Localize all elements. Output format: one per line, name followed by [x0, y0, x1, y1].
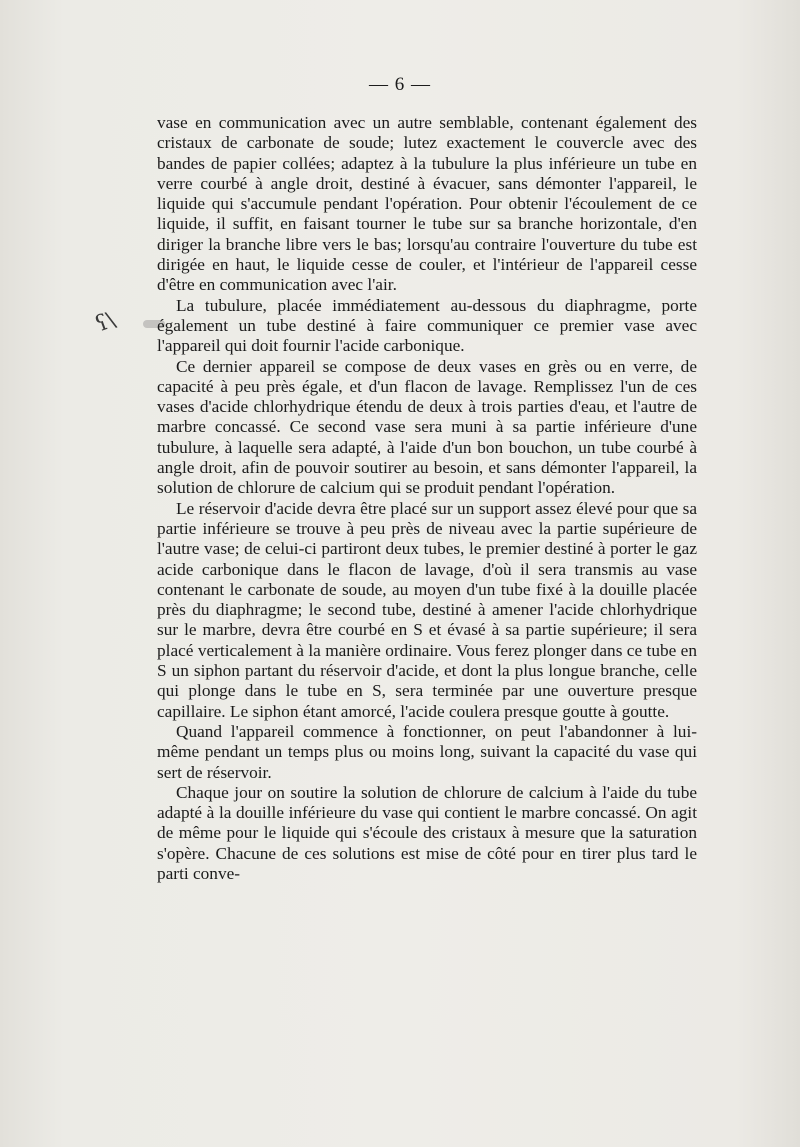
paragraph: Quand l'appareil commence à fonctionner, on peut l'abandonner à lui-même pendant un temps plus ou moins long, suivant la capacité du vase qui sert de réservoir. [157, 721, 697, 782]
page-number: — 6 — [369, 74, 431, 95]
paragraph: Chaque jour on soutire la solution de chlorure de calcium à l'aide du tube adapté à la douille inférieure du vase qui contient le marbre concassé. On agit de même pour le liquide qui s'écoule des cristaux à mesure que la saturation s'opère. Chacune de ces solutions est mise de côté pour en tirer plus tard le parti conve- [157, 782, 697, 883]
margin-pencil-mark: ʕ\ [92, 307, 119, 338]
paragraph: Le réservoir d'acide devra être placé sur un support assez élevé pour que sa partie inférieure se trouve à peu près de niveau avec la partie supérieure de l'autre vase; de celui-ci partiront deux tubes, le premier destiné à porter le gaz acide carbonique dans le flacon de lavage, d'où il sera transmis au vase contenant le carbonate de soude, au moyen d'un tube fixé à la douille placée près du diaphragme; le second tube, destiné à amener l'acide chlorhydrique sur le marbre, devra être courbé en S et évasé à sa partie supérieure; il sera placé verticalement à la manière ordinaire. Vous ferez plonger dans ce tube en S un siphon partant du réservoir d'acide, et dont la plus longue branche, celle qui plonge dans le tube en S, sera terminée par une ouverture presque capillaire. Le siphon étant amorcé, l'acide coulera presque goutte à goutte. [157, 498, 697, 721]
body-text [157, 113, 697, 884]
paragraph: Ce dernier appareil se compose de deux vases en grès ou en verre, de capacité à peu près égale, et d'un flacon de lavage. Remplissez l'un de ces vases d'acide chlorhydrique étendu de deux à trois parties d'eau, et l'autre de marbre concassé. Ce second vase sera muni à sa partie inférieure d'une tubulure, à laquelle sera adapté, à l'aide d'un bon bouchon, un tube courbé à angle droit, afin de pouvoir soutirer au besoin, et sans démonter l'appareil, la solution de chlorure de calcium qui se produit pendant l'opération. [157, 356, 697, 498]
paragraph: vase en communication avec un autre semblable, contenant également des cristaux de carbonate de soude; lutez exactement le couvercle avec des bandes de papier collées; adaptez à la tubulure la plus inférieure un tube en verre courbé à angle droit, destiné à évacuer, sans démonter l'appareil, le liquide qui s'accumule pendant l'opération. Pour obtenir l'écoulement de ce liquide, il suffit, en faisant tourner le tube sur sa branche horizontale, d'en diriger la branche libre vers le bas; lorsqu'au contraire l'ouverture du tube est dirigée en haut, le liquide cesse de couler, et l'intérieur de l'appareil cesse d'être en communication avec l'air. [157, 113, 697, 295]
paragraph: La tubulure, placée immédiatement au-dessous du diaphragme, porte également un tube destiné à faire communiquer ce premier vase avec l'appareil qui doit fournir l'acide carbonique. [157, 295, 697, 356]
